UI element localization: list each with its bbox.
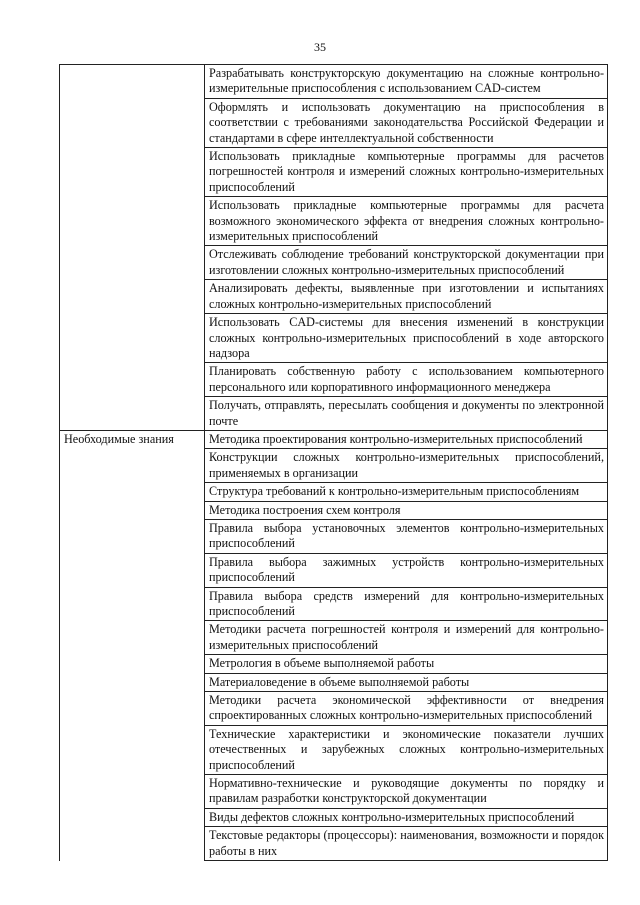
knowledge-item: Методики расчета экономической эффективности от внедрения спроектированных сложных контрольно-измерительных приспособлений [205,692,608,726]
knowledge-item: Методика проектирования контрольно-измерительных приспособлений [205,430,608,448]
knowledge-item: Текстовые редакторы (процессоры): наименования, возможности и порядок работы в них [205,827,608,861]
skill-item: Использовать прикладные компьютерные программы для расчета возможного экономического эффекта от внедрения сложных контрольно-измерительных приспособлений [205,197,608,246]
skill-item: Анализировать дефекты, выявленные при изготовлении и испытаниях сложных контрольно-измерительных приспособлений [205,280,608,314]
skill-item: Отслеживать соблюдение требований конструкторской документации при изготовлении сложных контрольно-измерительных приспособлений [205,246,608,280]
skill-item: Разрабатывать конструкторскую документацию на сложные контрольно-измерительные приспособления с использованием CAD-систем [205,65,608,99]
competency-table [59,64,608,861]
knowledge-item: Методика построения схем контроля [205,501,608,519]
skill-item: Получать, отправлять, пересылать сообщения и документы по электронной почте [205,397,608,431]
knowledge-item: Структура требований к контрольно-измерительным приспособлениям [205,483,608,501]
knowledge-item: Материаловедение в объеме выполняемой работы [205,673,608,691]
page-number: 35 [314,40,326,54]
knowledge-item: Методики расчета погрешностей контроля и измерений для контрольно-измерительных приспособлений [205,621,608,655]
knowledge-item: Виды дефектов сложных контрольно-измерительных приспособлений [205,808,608,826]
table-row [60,65,608,99]
skill-item: Оформлять и использовать документацию на приспособления в соответствии с требованиями законодательства Российской Федерации и стандартами в сфере интеллектуальной собственности [205,98,608,147]
knowledge-label: Необходимые знания [60,430,205,860]
skill-item: Планировать собственную работу с использованием компьютерного персонального или корпоративного информационного менеджера [205,363,608,397]
knowledge-item: Конструкции сложных контрольно-измерительных приспособлений, применяемых в организации [205,449,608,483]
knowledge-item: Правила выбора зажимных устройств контрольно-измерительных приспособлений [205,553,608,587]
skill-item: Использовать прикладные компьютерные программы для расчетов погрешностей контроля и измерений сложных контрольно-измерительных приспособлений [205,148,608,197]
knowledge-item: Метрология в объеме выполняемой работы [205,655,608,673]
knowledge-item: Правила выбора установочных элементов контрольно-измерительных приспособлений [205,519,608,553]
knowledge-item: Правила выбора средств измерений для контрольно-измерительных приспособлений [205,587,608,621]
knowledge-item: Технические характеристики и экономические показатели лучших отечественных и зарубежных сложных контрольно-измерительных приспособлений [205,725,608,774]
skill-item: Использовать CAD-системы для внесения изменений в конструкции сложных контрольно-измерительных приспособлений в ходе авторского надзора [205,314,608,363]
table-row [60,430,608,448]
skills-label-cell [60,65,205,431]
knowledge-item: Нормативно-технические и руководящие документы по порядку и правилам разработки конструкторской документации [205,775,608,809]
